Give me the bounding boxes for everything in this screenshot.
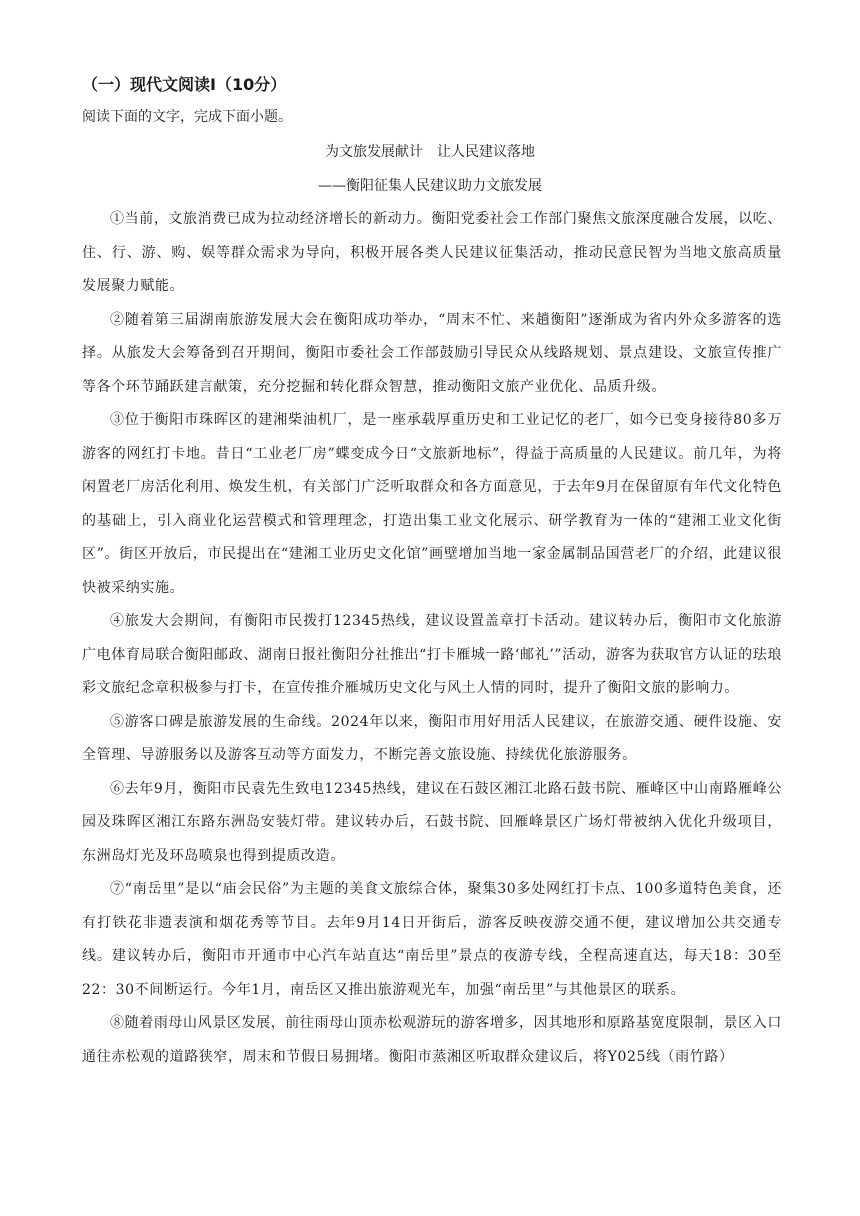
section-heading: （一）现代文阅读Ⅰ（10分） (82, 75, 287, 94)
paragraph-2: ②随着第三届湖南旅游发展大会在衡阳成功举办，“周末不忙、来趟衡阳”逐渐成为省内外众多游客的选择。从旅发大会筹备到召开期间，衡阳市委社会工作部鼓励引导民众从线路规划、景点建设、文旅宣传推广等各个环节踊跃建言献策，充分挖掘和转化群众智慧，推动衡阳文旅产业优化、品质升级。 (82, 311, 782, 395)
article-subtitle: ——衡阳征集人民建议助力文旅发展 (318, 178, 542, 194)
article-title: 为文旅发展献计 让人民建议落地 (325, 144, 535, 160)
paragraph-5: ⑤游客口碑是旅游发展的生命线。2024年以来，衡阳市用好用活人民建议，在旅游交通、硬件设施、安全管理、导游服务以及游客互动等方面发力，不断完善文旅设施、持续优化旅游服务。 (82, 713, 782, 763)
paragraph-6: ⑥去年9月，衡阳市民袁先生致电12345热线，建议在石鼓区湘江北路石鼓书院、雁峰区中山南路雁峰公园及珠晖区湘江东路东洲岛安装灯带。建议转办后，石鼓书院、回雁峰景区广场灯带被纳入优化升级项目，东洲岛灯光及环岛喷泉也得到提质改造。 (82, 780, 782, 864)
paragraph-7: ⑦“南岳里”是以“庙会民俗”为主题的美食文旅综合体，聚集30多处网红打卡点、100多道特色美食，还有打铁花非遗表演和烟花秀等节目。去年9月14日开街后，游客反映夜游交通不便，建议增加公共交通专线。建议转办后，衡阳市开通市中心汽车站直达“南岳里”景点的夜游专线，全程高速直达，每天18：30至22：30不间断运行。今年1月，南岳区又推出旅游观光车，加强“南岳里”与其他景区的联系。 (82, 881, 782, 998)
paragraph-3: ③位于衡阳市珠晖区的建湘柴油机厂，是一座承载厚重历史和工业记忆的老厂，如今已变身接待80多万游客的网红打卡地。昔日“工业老厂房”蝶变成今日“文旅新地标”，得益于高质量的人民建议。前几年，为将闲置老厂房活化利用、焕发生机，有关部门广泛听取群众和各方面意见，于去年9月在保留原有年代文化特色的基础上，引入商业化运营模式和管理理念，打造出集工业文化展示、研学教育为一体的“建湘工业文化街区”。街区开放后，市民提出在“建湘工业历史文化馆”画壁增加当地一家金属制品国营老厂的介绍，此建议很快被采纳实施。 (82, 412, 782, 596)
reading-instruction: 阅读下面的文字，完成下面小题。 (82, 109, 292, 125)
paragraph-1: ①当前，文旅消费已成为拉动经济增长的新动力。衡阳党委社会工作部门聚焦文旅深度融合发展，以吃、住、行、游、购、娱等群众需求为导向，积极开展各类人民建议征集活动，推动民意民智为当地文旅高质量发展聚力赋能。 (82, 211, 782, 294)
paragraph-8: ⑧随着雨母山风景区发展，前往雨母山顶赤松观游玩的游客增多，因其地形和原路基宽度限制，景区入口通往赤松观的道路狭窄，周末和节假日易拥堵。衡阳市蒸湘区听取群众建议后，将Y025线（雨竹路） (82, 1015, 782, 1065)
article-body (82, 203, 782, 1074)
paragraph-4: ④旅发大会期间，有衡阳市民拨打12345热线，建议设置盖章打卡活动。建议转办后，衡阳市文化旅游广电体育局联合衡阳邮政、湖南日报社衡阳分社推出“打卡雁城一路‘邮礼’”活动，游客为获取官方认证的珐琅彩文旅纪念章积极参与打卡，在宣传推介雁城历史文化与风土人情的同时，提升了衡阳文旅的影响力。 (82, 613, 782, 696)
